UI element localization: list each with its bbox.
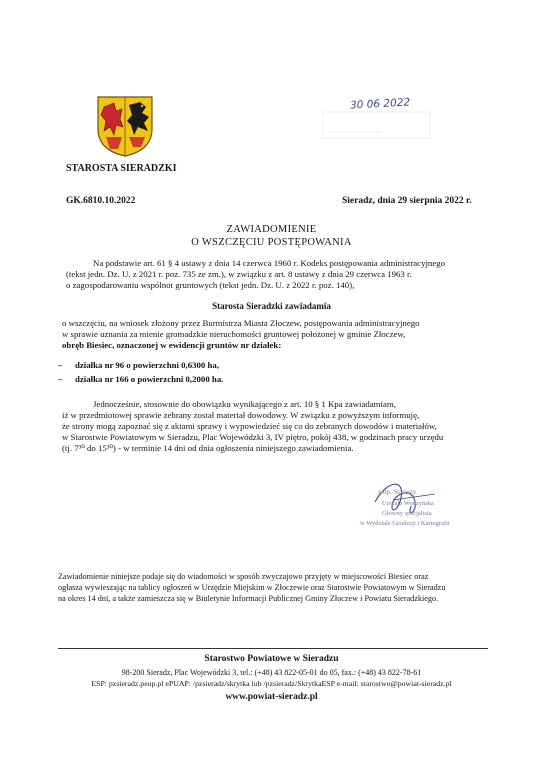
- initiation-line: o wszczęciu, na wniosek złożony przez Burmistrza Miasta Złoczew, postępowania administracyjnego: [62, 318, 420, 328]
- legal-basis-line: o zagospodarowaniu wspólnot gruntowych (tekst jedn. Dz. U. z 2022 r. poz. 140),: [66, 280, 355, 290]
- footer-divider: [58, 648, 488, 649]
- received-stamp-faint: [322, 110, 432, 140]
- footer-office-name: Starostwo Powiatowe w Sieradzu: [204, 654, 339, 664]
- evidence-line: Jednocześnie, stosownie do obowiązku wynikającego z art. 10 § 1 Kpa zawiadamiam,: [93, 399, 396, 409]
- publication-notice-line: Zawiadomienie niniejsze podaje się do wiadomości w sposób zwyczajowo przyjęty w miejscowości Biesiec oraz: [58, 572, 429, 581]
- footer-website-link[interactable]: www.powiat-sieradz.pl: [225, 692, 318, 702]
- parcel-item: działka nr 96 o powierzchni 0,6300 ha,: [75, 360, 220, 370]
- initiation-line: w sprawie uznania za mienie gromadzkie nieruchomości gruntowej położonej w gminie Złoczew,: [62, 329, 406, 339]
- document-subtitle: O WSZCZĘCIU POSTĘPOWANIA: [191, 237, 352, 248]
- evidence-line: iż w przedmiotowej sprawie zebrany został materiał dowodowy. W związku z powyższym informuję,: [62, 410, 420, 420]
- signatory-department: w Wydziale Geodezji i Kartografii: [360, 520, 450, 527]
- place-and-date: Sieradz, dnia 29 sierpnia 2022 r.: [342, 196, 472, 206]
- footer-address: 98-200 Sieradz, Plac Wojewódzki 3, tel.: (+48) 43 822-05-01 do 05, fax.: (+48) 43 822-78-61: [121, 668, 422, 677]
- signatory-name: Urszula Wodzyńska: [382, 500, 434, 507]
- document-title: ZAWIADOMIENIE: [226, 224, 317, 235]
- reference-number: GK.6810.10.2022: [66, 196, 136, 206]
- parcel-bullet: –: [58, 374, 63, 384]
- received-stamp-date: 30 06 2022: [349, 96, 411, 112]
- legal-basis-line: Na podstawie art. 61 § 4 ustawy z dnia 14 czerwca 1960 r. Kodeks postępowania administracyjnego: [93, 258, 446, 268]
- parcel-item: działka nr 166 o powierzchni 0,2000 ha.: [75, 374, 224, 384]
- publication-notice-line: ogłasza wywieszając na tablicy ogłoszeń w Urzędzie Miejskim w Złoczewie oraz Starostwie Powiatowym w Sieradzu: [58, 583, 446, 592]
- initiation-line: obręb Biesiec, oznaczonej w ewidencji gruntów nr działek:: [62, 340, 282, 350]
- signatory-position: Główny specjalista: [382, 510, 432, 517]
- evidence-line: w Starostwie Powiatowym w Sieradzu, Plac Wojewódzki 3, IV piętro, pokój 438, w godzinach pracy urzędu: [62, 432, 444, 442]
- evidence-line: (tj. 7³⁰ do 15³⁰) - w terminie 14 dni od dnia ogłoszenia niniejszego zawiadomienia.: [62, 443, 354, 453]
- signature-authority: z up. Starosty: [378, 488, 417, 496]
- coat-of-arms-emblem: [96, 95, 154, 157]
- announcement-heading: Starosta Sieradzki zawiadamia: [212, 301, 331, 311]
- issuer-name: STAROSTA SIERADZKI: [66, 163, 177, 174]
- evidence-line: że strony mogą zapoznać się z aktami sprawy i wypowiedzieć się co do zebranych dowodów i materiałów,: [62, 421, 437, 431]
- legal-basis-line: (tekst jedn. Dz. U. z 2021 r. poz. 735 ze zm.), w związku z art. 8 ustawy z dnia 29 czerwca 1963 r.: [66, 269, 412, 279]
- parcel-bullet: –: [58, 360, 63, 370]
- publication-notice-line: na okres 14 dni, a także zamieszcza się w Biuletynie Informacji Publicznej Gminy Złoczew i Powiatu Sieradzkiego.: [58, 594, 439, 603]
- footer-contact: ESP: pzsieradz.peup.pl ePUAP: /pzsieradz/skrytka lub /pzsieradz/SkrytkaESP e-mail: starostwo@powiat-sieradz.pl: [91, 679, 452, 688]
